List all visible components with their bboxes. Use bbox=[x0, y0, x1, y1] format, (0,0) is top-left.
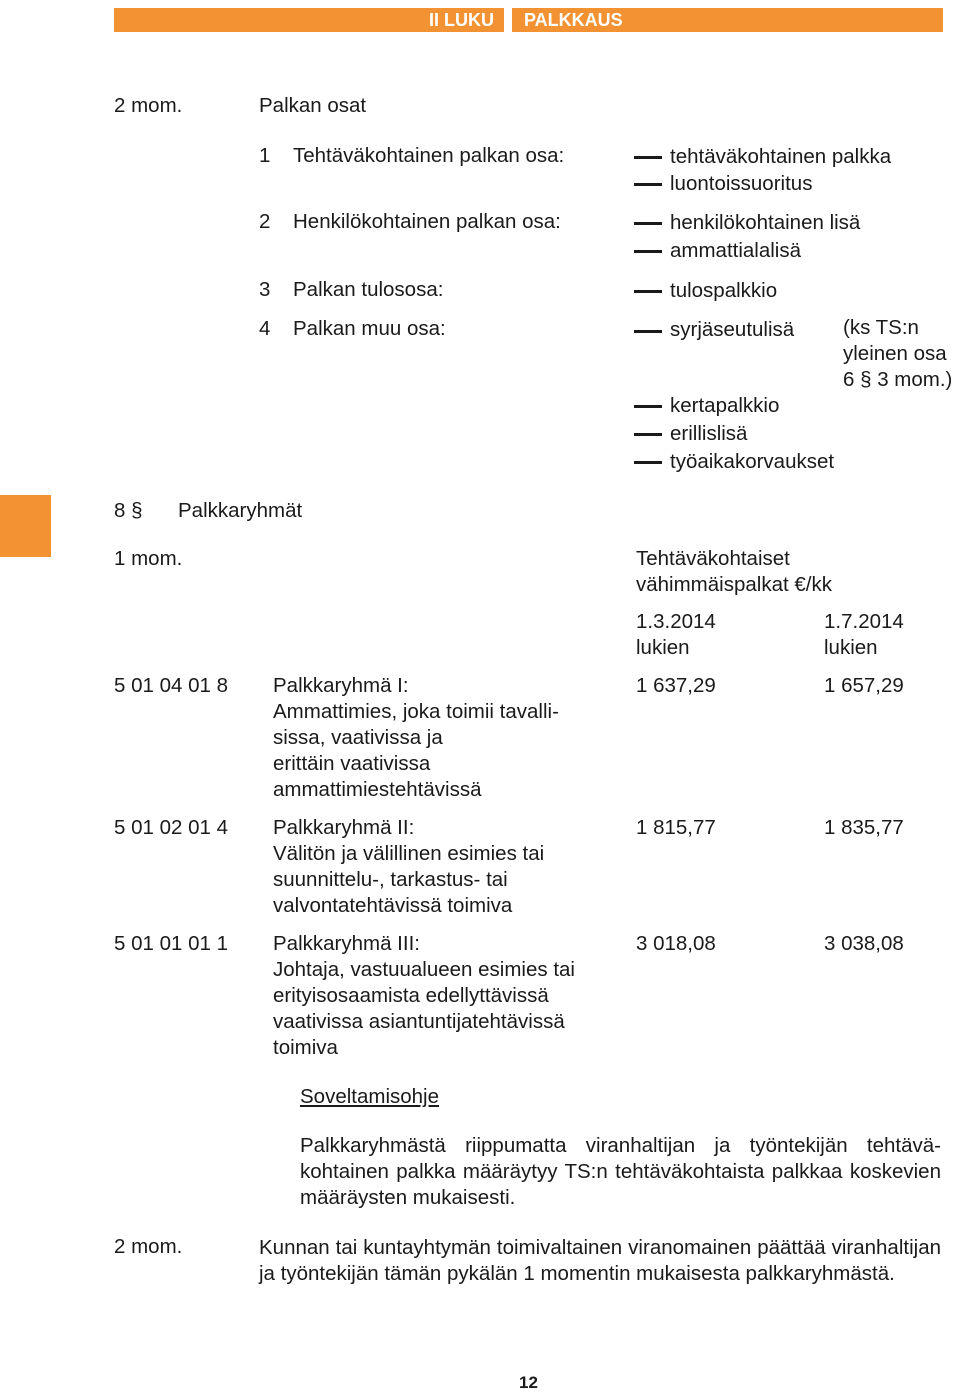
section-side-marker bbox=[0, 495, 51, 557]
reference-note: (ks TS:n bbox=[843, 316, 919, 339]
dash-marker bbox=[634, 290, 662, 293]
dash-marker bbox=[634, 222, 662, 225]
salary-value: 1 835,77 bbox=[824, 816, 904, 839]
group-title: Palkkaryhmä I: bbox=[273, 674, 409, 697]
part-label: Palkan muu osa: bbox=[293, 317, 446, 340]
mom-text: Kunnan tai kuntayhtymän toimivaltainen viranomainen päättää viranhaltijan ja työntekijän tämän pykälän 1 momentin mukaisesta palkkaryhmästä. bbox=[259, 1236, 941, 1285]
part-item: työaikakorvaukset bbox=[670, 450, 835, 473]
part-item: henkilökohtainen lisä bbox=[670, 211, 861, 234]
part-item: luontoissuoritus bbox=[670, 172, 813, 195]
group-description: sissa, vaativissa ja bbox=[273, 726, 443, 749]
dash-marker bbox=[634, 183, 662, 186]
column-header-date: 1.7.2014 bbox=[824, 610, 904, 633]
group-description: suunnittelu-, tarkastus- tai bbox=[273, 868, 508, 891]
mom-label: 2 mom. bbox=[114, 94, 183, 117]
dash-marker bbox=[634, 250, 662, 253]
part-label: Henkilökohtainen palkan osa: bbox=[293, 210, 561, 233]
salary-value: 1 637,29 bbox=[636, 674, 716, 697]
group-title: Palkkaryhmä III: bbox=[273, 932, 420, 955]
salary-value: 1 657,29 bbox=[824, 674, 904, 697]
group-description: valvontatehtävissä toimiva bbox=[273, 894, 513, 917]
group-description: erityisosaamista edellyttävissä bbox=[273, 984, 549, 1007]
table-heading: vähimmäispalkat €/kk bbox=[636, 573, 832, 596]
group-title: Palkkaryhmä II: bbox=[273, 816, 415, 839]
table-heading: Tehtäväkohtaiset bbox=[636, 547, 790, 570]
group-description: Ammattimies, joka toimii tavalli- bbox=[273, 700, 559, 723]
salary-value: 3 038,08 bbox=[824, 932, 904, 955]
group-description: Välitön ja välillinen esimies tai bbox=[273, 842, 545, 865]
mom-label: 2 mom. bbox=[114, 1235, 183, 1258]
group-code: 5 01 04 01 8 bbox=[114, 674, 228, 697]
subsection-title: Palkan osat bbox=[259, 94, 367, 117]
mom-label: 1 mom. bbox=[114, 547, 183, 570]
part-number: 2 bbox=[259, 210, 271, 233]
part-item: kertapalkkio bbox=[670, 394, 780, 417]
column-header-date: 1.3.2014 bbox=[636, 610, 716, 633]
salary-value: 3 018,08 bbox=[636, 932, 716, 955]
section-heading: Palkkaryhmät bbox=[178, 499, 303, 522]
part-number: 3 bbox=[259, 278, 271, 301]
section-header-bar bbox=[512, 8, 943, 32]
guidance-title bbox=[300, 1085, 439, 1109]
guidance-title-text: Soveltamisohje bbox=[300, 1085, 440, 1108]
chapter-title: II LUKU bbox=[429, 10, 494, 30]
part-number: 4 bbox=[259, 317, 271, 340]
column-header-date: lukien bbox=[636, 636, 690, 659]
dash-marker bbox=[634, 156, 662, 159]
chapter-header-bar bbox=[114, 8, 504, 32]
part-item: ammattialalisä bbox=[670, 239, 802, 262]
column-header-date: lukien bbox=[824, 636, 878, 659]
reference-note: 6 § 3 mom.) bbox=[843, 368, 953, 391]
part-number: 1 bbox=[259, 144, 271, 167]
part-item: tehtäväkohtainen palkka bbox=[670, 145, 892, 168]
dash-marker bbox=[634, 405, 662, 408]
group-description: erittäin vaativissa bbox=[273, 752, 431, 775]
guidance-text: Palkkaryhmästä riippumatta viranhaltijan ja työntekijän tehtäväkohtainen palkka määräytyy TS:n tehtäväkohtaista palkkaa koskevien määräysten mukaisesti. bbox=[300, 1134, 941, 1209]
part-label: Tehtäväkohtainen palkan osa: bbox=[293, 144, 565, 167]
group-description: Johtaja, vastuualueen esimies tai bbox=[273, 958, 575, 981]
section-number: 8 § bbox=[114, 499, 143, 522]
reference-note: yleinen osa bbox=[843, 342, 947, 365]
section-title: PALKKAUS bbox=[524, 10, 623, 30]
salary-value: 1 815,77 bbox=[636, 816, 716, 839]
part-item: erillislisä bbox=[670, 422, 748, 445]
dash-marker bbox=[634, 433, 662, 436]
group-code: 5 01 01 01 1 bbox=[114, 932, 228, 955]
group-description: toimiva bbox=[273, 1036, 338, 1059]
group-description: vaativissa asiantuntijatehtävissä bbox=[273, 1010, 565, 1033]
dash-marker bbox=[634, 330, 662, 333]
dash-marker bbox=[634, 461, 662, 464]
group-code: 5 01 02 01 4 bbox=[114, 816, 228, 839]
page-number: 12 bbox=[519, 1373, 538, 1392]
group-description: ammattimiestehtävissä bbox=[273, 778, 482, 801]
part-item: tulospalkkio bbox=[670, 279, 778, 302]
part-label: Palkan tulososa: bbox=[293, 278, 444, 301]
part-item: syrjäseutulisä bbox=[670, 318, 795, 341]
